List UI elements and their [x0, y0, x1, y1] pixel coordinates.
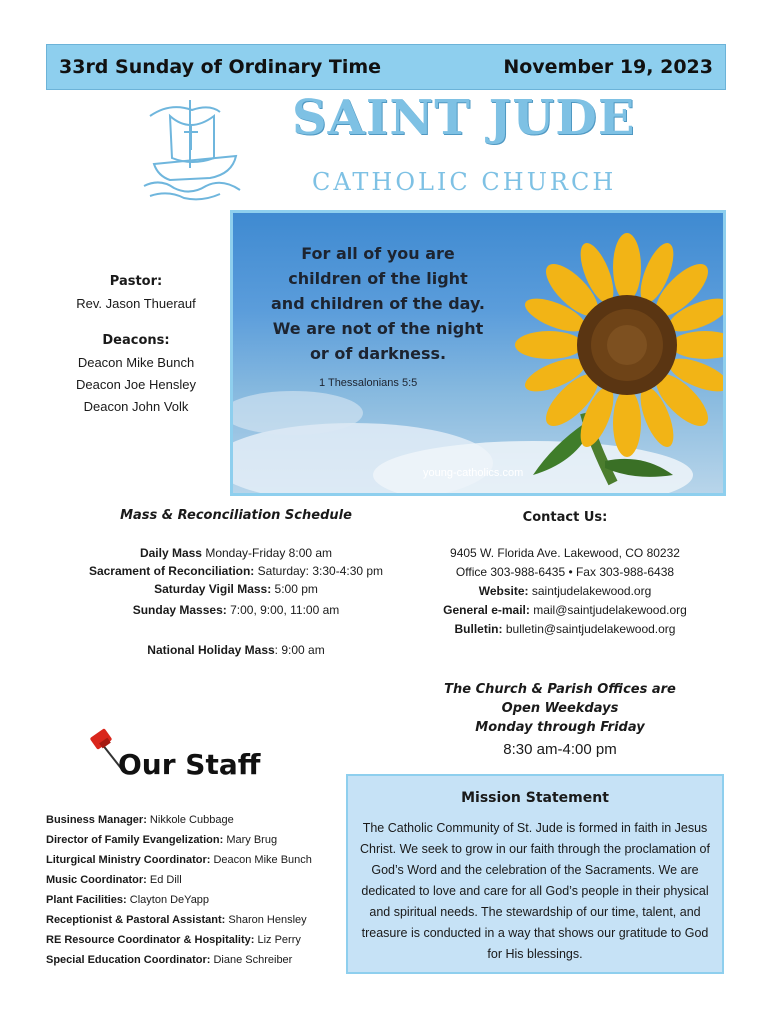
ship-logo-icon: [140, 94, 252, 202]
church-name: SAINT JUDE: [292, 90, 636, 146]
deacons-label: Deacons:: [102, 333, 170, 348]
office-hours-time: 8:30 am-4:00 pm: [503, 741, 617, 758]
staff-member: Business Manager: Nikkole Cubbage: [46, 814, 234, 826]
bulletin-date: November 19, 2023: [503, 56, 713, 78]
staff-member: Plant Facilities: Clayton DeYapp: [46, 894, 210, 906]
schedule-row: Daily Mass Monday-Friday 8:00 am: [139, 546, 333, 560]
mission-statement-box: [346, 774, 724, 974]
header-bar: [46, 44, 726, 90]
scripture-image: [230, 210, 726, 496]
office-hours-line: Open Weekdays: [501, 701, 619, 716]
email-line[interactable]: General e-mail: mail@saintjudelakewood.org: [443, 603, 687, 617]
church-subtitle: CATHOLIC CHURCH: [312, 168, 617, 196]
holiday-mass: National Holiday Mass: 9:00 am: [147, 643, 325, 657]
staff-member: Music Coordinator: Ed Dill: [46, 874, 182, 886]
staff-title: Our Staff: [118, 748, 261, 781]
liturgical-date: 33rd Sunday of Ordinary Time: [59, 56, 382, 78]
staff-list: [46, 810, 346, 970]
pastor-name: Rev. Jason Thuerauf: [76, 296, 196, 311]
mass-schedule: [46, 544, 426, 659]
schedule-row: Saturday Vigil Mass: 5:00 pm: [154, 582, 318, 596]
staff-member: Director of Family Evangelization: Mary Brug: [46, 834, 278, 846]
phone-fax: Office 303-988-6435 • Fax 303-988-6438: [455, 565, 675, 579]
contact-title: Contact Us:: [522, 510, 608, 525]
staff-member: Liturgical Ministry Coordinator: Deacon Mike Bunch: [46, 854, 312, 866]
mission-title: Mission Statement: [461, 790, 609, 806]
schedule-row: Sunday Masses: 7:00, 9:00, 11:00 am: [132, 603, 340, 617]
pastor-label: Pastor:: [109, 274, 163, 289]
bulletin-line[interactable]: Bulletin: bulletin@saintjudelakewood.org: [454, 622, 676, 636]
staff-member: Special Education Coordinator: Diane Schreiber: [46, 954, 293, 966]
address: 9405 W. Florida Ave. Lakewood, CO 80232: [450, 546, 680, 560]
scripture-reference: 1 Thessalonians 5:5: [319, 377, 418, 389]
mission-body: The Catholic Community of St. Jude is formed in faith in Jesus Christ. We seek to grow in our faith through the proclamation of God’s Word and the celebration of the Sacraments. We are dedicated to love and care for all God’s people in their physical and spiritual needs. The stewardship of our time, talent, and treasure is conducted in a way that shows our gratitude to God for His blessings.: [360, 821, 710, 961]
office-hours: [410, 680, 710, 758]
staff-member: RE Resource Coordinator & Hospitality: Liz Perry: [46, 934, 301, 946]
office-hours-line: The Church & Parish Offices are: [444, 682, 676, 697]
schedule-row: Sacrament of Reconciliation: Saturday: 3:30-4:30 pm: [88, 564, 384, 578]
clergy-list: [46, 274, 226, 418]
scripture-quote: For all of you are children of the light and children of the day. We are not of the night or of darkness.: [271, 244, 485, 363]
contact-info: [420, 544, 710, 639]
image-source: young-catholics.com: [423, 467, 524, 479]
staff-member: Receptionist & Pastoral Assistant: Sharon Hensley: [46, 914, 307, 926]
deacon-name: Deacon Joe Hensley: [76, 377, 196, 392]
deacon-name: Deacon John Volk: [83, 399, 189, 414]
schedule-title: Mass & Reconciliation Schedule: [120, 508, 352, 523]
deacon-name: Deacon Mike Bunch: [77, 355, 195, 370]
office-hours-line: Monday through Friday: [475, 720, 645, 735]
website-line[interactable]: Website: saintjudelakewood.org: [478, 584, 652, 598]
